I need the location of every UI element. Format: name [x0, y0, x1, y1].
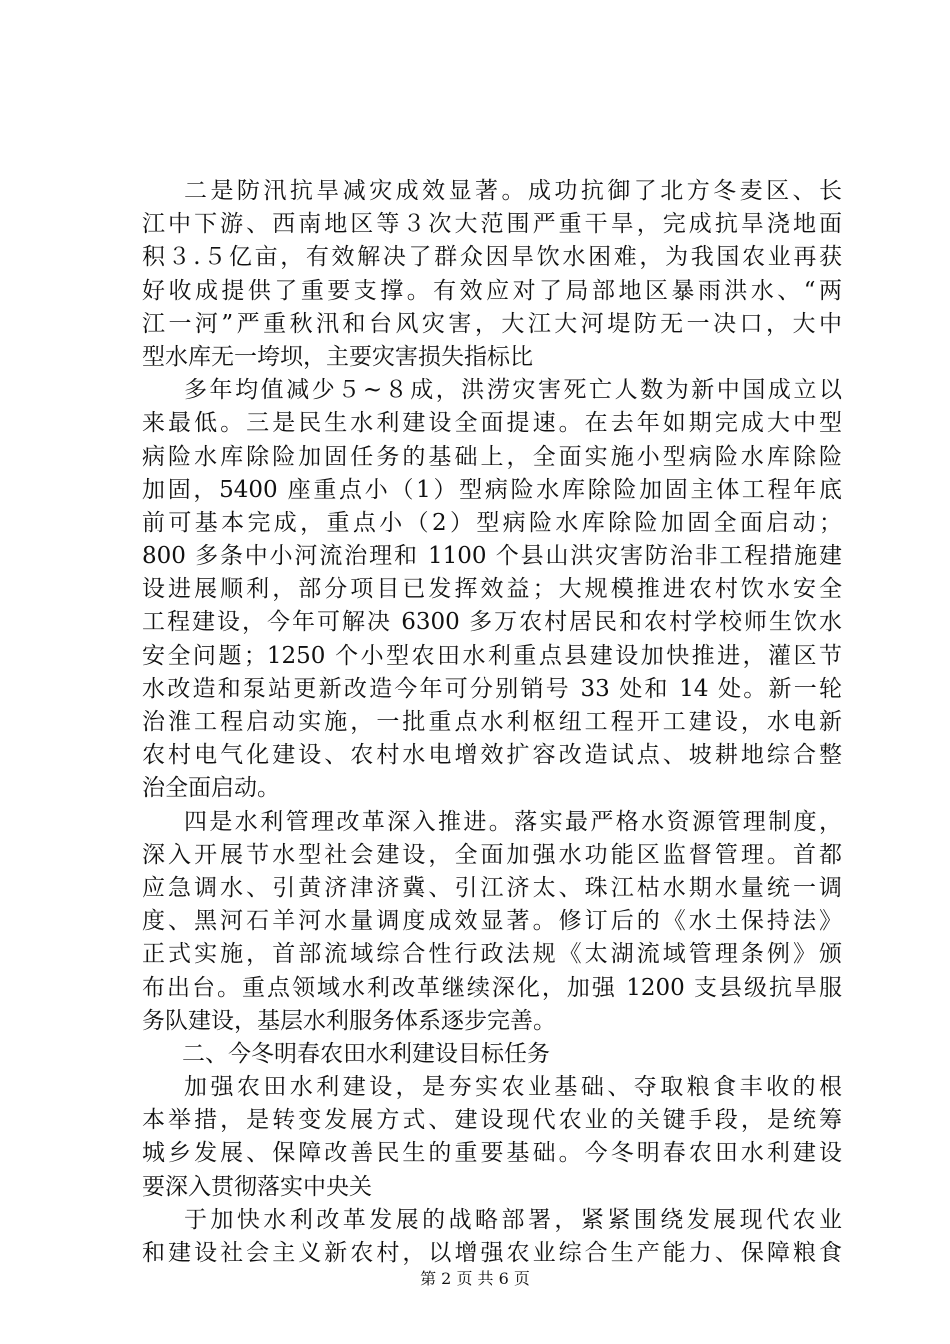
text-line: 务队建设，基层水利服务体系逐步完善。 [142, 1007, 556, 1034]
text-line: 于加快水利改革发展的战略部署，紧紧围绕发展现代农业 [184, 1206, 842, 1233]
text-line: 四是水利管理改革深入推进。落实最严格水资源管理制度， [184, 808, 842, 835]
text-line: 好收成提供了重要支撑。有效应对了局部地区暴雨洪水、“两 [142, 277, 842, 304]
text-line: 前可基本完成，重点小（2）型病险水库除险加固全面启动； [142, 509, 842, 536]
text-line: 治淮工程启动实施，一批重点水利枢纽工程开工建设，水电新 [142, 709, 842, 735]
text-line: 型水库无一垮坝，主要灾害损失指标比 [142, 343, 533, 370]
text-line: 江一河”严重秋汛和台风灾害，大江大河堤防无一决口，大中 [142, 310, 842, 337]
text-line: 布出台。重点领域水利改革继续深化，加强 1200 支县级抗旱服 [142, 974, 842, 1001]
text-line: 加固，5400 座重点小（1）型病险水库除险加固主体工程年底 [142, 476, 842, 503]
text-line: 水改造和泵站更新改造今年可分别销号 33 处和 14 处。新一轮 [142, 675, 842, 702]
page-number-footer: 第 2 页 共 6 页 [420, 1269, 530, 1288]
text-line: 城乡发展、保障改善民生的重要基础。今冬明春农田水利建设 [142, 1140, 842, 1167]
text-line: 二是防汛抗旱减灾成效显著。成功抗御了北方冬麦区、长 [184, 178, 842, 204]
text-line: 设进展顺利，部分项目已发挥效益；大规模推进农村饮水安全 [142, 576, 842, 603]
text-line: 多年均值减少５~８成，洪涝灾害死亡人数为新中国成立以 [184, 377, 842, 404]
text-line: 正式实施，首部流域综合性行政法规《太湖流域管理条例》颁 [142, 941, 842, 968]
text-line: 治全面启动。 [142, 775, 280, 802]
text-line: 要深入贯彻落实中央关 [142, 1173, 372, 1200]
text-line: 和建设社会主义新农村，以增强农业综合生产能力、保障粮食 [142, 1240, 842, 1266]
text-line: 度、黑河石羊河水量调度成效显著。修订后的《水土保持法》 [142, 908, 842, 935]
text-line: 加强农田水利建设，是夯实农业基础、夺取粮食丰收的根 [184, 1074, 842, 1101]
text-line: 本举措，是转变发展方式、建设现代农业的关键手段，是统筹 [142, 1107, 842, 1134]
section-heading: 二、今冬明春农田水利建设目标任务 [182, 1040, 550, 1067]
text-line: 来最低。三是民生水利建设全面提速。在去年如期完成大中型 [142, 410, 842, 437]
text-line: 工程建设，今年可解决 6300 多万农村居民和农村学校师生饮水 [142, 609, 842, 636]
text-line: 安全问题；1250 个小型农田水利重点县建设加快推进，灌区节 [142, 642, 842, 669]
text-line: 800 多条中小河流治理和 1100 个县山洪灾害防治非工程措施建 [142, 543, 842, 570]
text-line: 农村电气化建设、农村水电增效扩容改造试点、坡耕地综合整 [142, 742, 842, 769]
text-line: 病险水库除险加固任务的基础上，全面实施小型病险水库除险 [142, 443, 842, 470]
text-line: 应急调水、引黄济津济冀、引江济太、珠江枯水期水量统一调 [142, 874, 842, 901]
text-line: 江中下游、西南地区等３次大范围严重干旱，完成抗旱浇地面 [142, 211, 842, 238]
text-line: 积３.５亿亩，有效解决了群众因旱饮水困难，为我国农业再获 [142, 244, 842, 271]
text-line: 深入开展节水型社会建设，全面加强水功能区监督管理。首都 [142, 841, 842, 868]
document-body [142, 175, 842, 1270]
